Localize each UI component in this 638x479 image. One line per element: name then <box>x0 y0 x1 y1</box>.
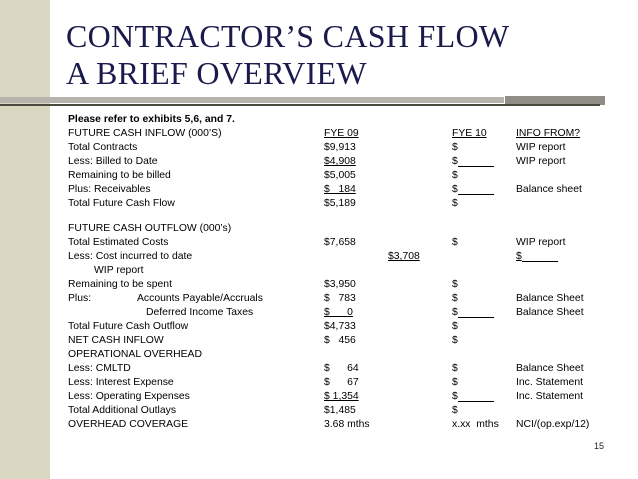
left-decor-bar <box>0 0 50 479</box>
row-info: Balance Sheet <box>516 307 584 318</box>
row-label: Less: Billed to Date <box>68 156 158 167</box>
table-row <box>68 236 628 250</box>
row-label: NET CASH INFLOW <box>68 335 164 346</box>
row-fye10-cell <box>452 390 494 404</box>
table-row <box>68 183 628 197</box>
row-fye10: $ <box>452 377 458 388</box>
row-info: Inc. Statement <box>516 391 583 402</box>
blank-underline <box>522 250 558 262</box>
row-fye09: $ 0 <box>324 307 353 318</box>
row-sublabel: Deferred Income Taxes <box>146 307 254 318</box>
table-row <box>68 362 628 376</box>
row-label: Plus: Receivables <box>68 184 151 195</box>
row-fye09: $ 456 <box>324 335 356 346</box>
row-info: WIP report <box>516 142 566 153</box>
title-rule-dark <box>0 104 600 106</box>
outflow-header-row <box>68 222 628 236</box>
row-fye10: $ <box>452 170 458 181</box>
row-info: WIP report <box>516 156 566 167</box>
row-sublabel: Accounts Payable/Accruals <box>137 293 263 304</box>
table-row <box>68 418 628 432</box>
row-label: Total Future Cash Outflow <box>68 321 189 332</box>
row-fye10: $ <box>452 405 458 416</box>
row-fye10: $ <box>452 307 458 318</box>
row-fye09: $ 64 <box>324 363 359 374</box>
row-fye10-cell <box>452 306 494 320</box>
page-number: 15 <box>594 441 605 451</box>
row-fye10: x.xx mths <box>452 419 499 430</box>
row-fye09: $4,733 <box>324 321 356 332</box>
row-fye10: $ <box>452 335 458 346</box>
table-row <box>68 292 628 306</box>
intro-row <box>68 113 628 127</box>
table-row <box>68 169 628 183</box>
row-fye09: $7,658 <box>324 237 356 248</box>
blank-underline <box>458 390 494 402</box>
row-fye10: $ <box>452 184 458 195</box>
row-fye10: $ <box>452 156 458 167</box>
row-info: NCI/(op.exp/12) <box>516 419 590 430</box>
header-label: FUTURE CASH INFLOW (000’S) <box>68 128 222 139</box>
table-row <box>68 334 628 348</box>
row-fye10-cell <box>452 183 494 197</box>
row-label: Plus: <box>68 293 92 304</box>
table-row <box>68 390 628 404</box>
table-row <box>68 404 628 418</box>
row-label: Remaining to be billed <box>68 170 171 181</box>
row-label: Total Contracts <box>68 142 138 153</box>
row-label: Less: Interest Expense <box>68 377 174 388</box>
row-label: Total Future Cash Flow <box>68 198 175 209</box>
row-fye09: $4,908 <box>324 156 356 167</box>
row-fye09: $ 1,354 <box>324 391 359 402</box>
row-label: Total Additional Outlays <box>68 405 177 416</box>
row-fye10: $ <box>452 321 458 332</box>
row-label: Less: Operating Expenses <box>68 391 190 402</box>
blank-underline <box>458 183 494 195</box>
row-label: Remaining to be spent <box>68 279 172 290</box>
row-fye09: $ 184 <box>324 184 356 195</box>
blank-underline <box>458 155 494 167</box>
header-fye10: FYE 10 <box>452 128 487 139</box>
row-fye09: 3.68 mths <box>324 419 370 430</box>
row-fye09: $5,189 <box>324 198 356 209</box>
spacer <box>68 211 628 222</box>
table-row <box>68 250 628 278</box>
row-fye09: $1,485 <box>324 405 356 416</box>
row-label: Less: Cost incurred to date <box>68 251 193 262</box>
row-info: Balance Sheet <box>516 363 584 374</box>
header-fye09: FYE 09 <box>324 128 359 139</box>
title-line-2: A BRIEF OVERVIEW <box>66 55 367 91</box>
cash-flow-table <box>68 113 628 432</box>
header-info: INFO FROM? <box>516 128 581 139</box>
overhead-header-row <box>68 348 628 362</box>
overhead-header: OPERATIONAL OVERHEAD <box>68 349 202 360</box>
intro-text: Please refer to exhibits 5,6, and 7. <box>68 114 235 125</box>
row-info-cell <box>516 250 558 264</box>
row-info: Balance sheet <box>516 184 582 195</box>
outflow-header: FUTURE CASH OUTFLOW (000’s) <box>68 223 232 234</box>
row-label: Total Estimated Costs <box>68 237 169 248</box>
row-fye09: $5,005 <box>324 170 356 181</box>
row-fye09: $9,913 <box>324 142 356 153</box>
row-info: Balance Sheet <box>516 293 584 304</box>
table-row <box>68 197 628 211</box>
row-label-group <box>68 250 192 278</box>
row-fye10: $ <box>452 142 458 153</box>
row-fye09: $ 67 <box>324 377 359 388</box>
row-label: OVERHEAD COVERAGE <box>68 419 189 430</box>
title-line-1: CONTRACTOR’S CASH FLOW <box>66 18 510 54</box>
row-fye10-cell <box>452 155 494 169</box>
table-row <box>68 376 628 390</box>
row-fye10: $ <box>452 237 458 248</box>
table-row <box>68 278 628 292</box>
title-rule-gray <box>0 97 504 103</box>
row-fye10: $ <box>452 198 458 209</box>
table-row <box>68 155 628 169</box>
row-info: $ <box>516 251 522 262</box>
blank-underline <box>458 306 494 318</box>
row-fye10: $ <box>452 293 458 304</box>
slide-title <box>66 18 626 92</box>
table-row <box>68 320 628 334</box>
row-info: WIP report <box>516 237 566 248</box>
row-mid-value: $3,708 <box>388 251 420 262</box>
row-fye10: $ <box>452 391 458 402</box>
row-fye09: $3,950 <box>324 279 356 290</box>
table-row <box>68 141 628 155</box>
header-row <box>68 127 628 141</box>
row-fye09: $ 783 <box>324 293 356 304</box>
row-label: Less: CMLTD <box>68 363 131 374</box>
row-info: Inc. Statement <box>516 377 583 388</box>
row-fye10: $ <box>452 279 458 290</box>
table-row <box>68 306 628 320</box>
row-fye10: $ <box>452 363 458 374</box>
row-label-sub: WIP report <box>94 265 144 276</box>
